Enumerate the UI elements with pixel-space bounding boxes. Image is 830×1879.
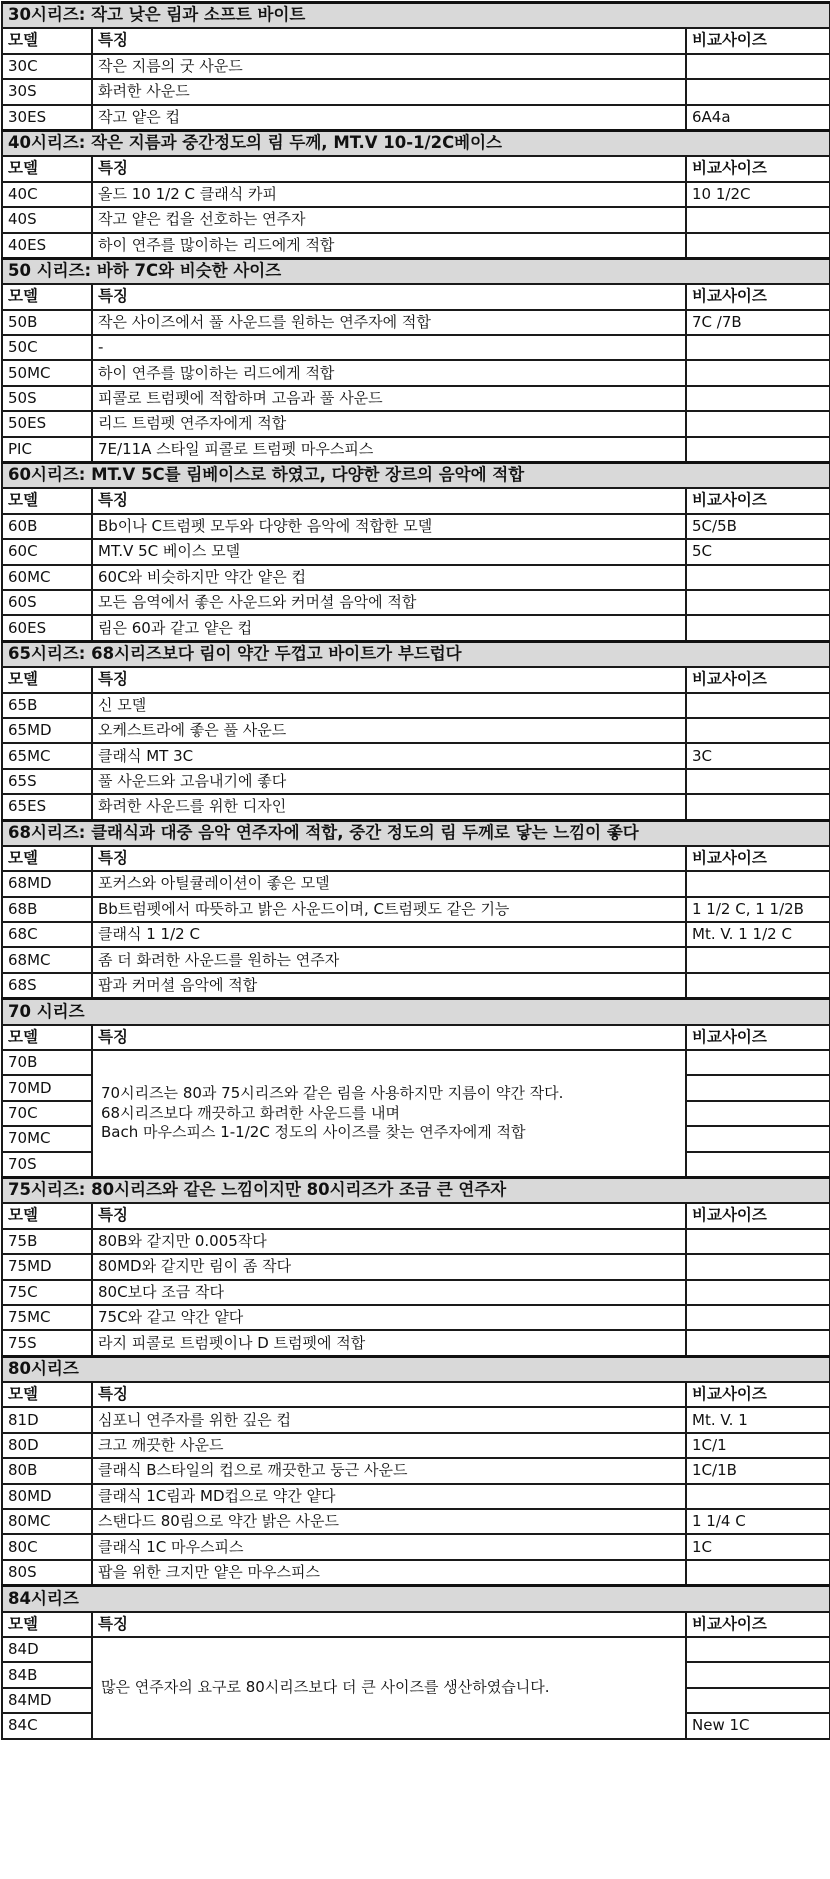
series-title: 30시리즈: 작고 낮은 림과 소프트 바이트: [2, 3, 830, 29]
model-cell: 80D: [2, 1433, 92, 1458]
model-cell: 65S: [2, 769, 92, 794]
compare-size-header: 비교사이즈: [686, 488, 830, 513]
feature-header: 특징: [92, 667, 686, 692]
feature-cell: 80C보다 조금 작다: [92, 1280, 686, 1305]
model-cell: 65MC: [2, 743, 92, 768]
compare-size-cell: [686, 233, 830, 259]
feature-cell: 화려한 사운드를 위한 디자인: [92, 794, 686, 820]
feature-cell: 풀 사운드와 고음내기에 좋다: [92, 769, 686, 794]
series-title-row: [2, 999, 830, 1025]
column-header-row: [2, 156, 830, 181]
model-cell: 80S: [2, 1560, 92, 1586]
column-header-row: [2, 284, 830, 309]
compare-size-cell: [686, 1637, 830, 1662]
compare-size-cell: 10 1/2C: [686, 182, 830, 207]
compare-size-cell: New 1C: [686, 1713, 830, 1738]
table-row: [2, 1254, 830, 1279]
feature-cell: 신 모델: [92, 693, 686, 718]
model-cell: 68B: [2, 897, 92, 922]
table-row: [2, 1433, 830, 1458]
model-cell: 30S: [2, 79, 92, 104]
feature-cell: -: [92, 335, 686, 360]
feature-header: 특징: [92, 846, 686, 871]
table-row: [2, 1050, 830, 1075]
compare-size-cell: 6A4a: [686, 105, 830, 131]
model-header: 모델: [2, 1382, 92, 1407]
series-title-row: [2, 1356, 830, 1382]
compare-size-cell: [686, 411, 830, 436]
compare-size-cell: [686, 360, 830, 385]
column-header-row: [2, 1612, 830, 1637]
compare-size-header: 비교사이즈: [686, 667, 830, 692]
compare-size-cell: Mt. V. 1 1/2 C: [686, 922, 830, 947]
feature-cell: 스탠다드 80림으로 약간 밝은 사운드: [92, 1509, 686, 1534]
feature-cell: 피콜로 트럼펫에 적합하며 고음과 풀 사운드: [92, 386, 686, 411]
table-row: [2, 615, 830, 641]
feature-cell: 심포니 연주자를 위한 깊은 컵: [92, 1407, 686, 1432]
model-header: 모델: [2, 1612, 92, 1637]
feature-header: 특징: [92, 1382, 686, 1407]
feature-cell: 하이 연주를 많이하는 리드에게 적합: [92, 233, 686, 259]
model-cell: 50C: [2, 335, 92, 360]
feature-cell: 작고 얕은 컵: [92, 105, 686, 131]
model-cell: 80MD: [2, 1484, 92, 1509]
feature-cell: 팝을 위한 크지만 얕은 마우스피스: [92, 1560, 686, 1586]
table-row: [2, 590, 830, 615]
column-header-row: [2, 1025, 830, 1050]
feature-header: 특징: [92, 1203, 686, 1228]
compare-size-header: 비교사이즈: [686, 1025, 830, 1050]
column-header-row: [2, 1382, 830, 1407]
compare-size-cell: [686, 615, 830, 641]
series-title-row: [2, 463, 830, 489]
model-cell: 40ES: [2, 233, 92, 259]
table-row: [2, 411, 830, 436]
model-cell: 65MD: [2, 718, 92, 743]
feature-cell: 작은 사이즈에서 풀 사운드를 원하는 연주자에 적합: [92, 310, 686, 335]
model-cell: 65B: [2, 693, 92, 718]
table-row: [2, 1280, 830, 1305]
model-cell: 60C: [2, 539, 92, 564]
column-header-row: [2, 28, 830, 53]
merged-feature-cell: [92, 1050, 686, 1177]
feature-cell: 작은 지름의 굿 사운드: [92, 54, 686, 79]
model-cell: 60B: [2, 514, 92, 539]
model-header: 모델: [2, 1025, 92, 1050]
table-row: [2, 514, 830, 539]
feature-line: 많은 연주자의 요구로 80시리즈보다 더 큰 사이즈를 생산하였습니다.: [101, 1678, 550, 1697]
model-header: 모델: [2, 1203, 92, 1228]
feature-cell: MT.V 5C 베이스 모델: [92, 539, 686, 564]
table-row: [2, 897, 830, 922]
model-cell: 75B: [2, 1229, 92, 1254]
compare-size-cell: [686, 973, 830, 999]
compare-size-cell: [686, 693, 830, 718]
feature-header: 특징: [92, 1025, 686, 1050]
model-cell: 84MD: [2, 1688, 92, 1713]
table-row: [2, 743, 830, 768]
table-row: [2, 1534, 830, 1559]
feature-cell: 7E/11A 스타일 피콜로 트럼펫 마우스피스: [92, 437, 686, 463]
compare-size-header: 비교사이즈: [686, 1203, 830, 1228]
column-header-row: [2, 846, 830, 871]
series-title-row: [2, 820, 830, 846]
model-cell: 80C: [2, 1534, 92, 1559]
compare-size-cell: [686, 437, 830, 463]
model-cell: 75MD: [2, 1254, 92, 1279]
table-row: [2, 1560, 830, 1586]
feature-header: 특징: [92, 284, 686, 309]
series-title: 40시리즈: 작은 지름과 중간정도의 림 두께, MT.V 10-1/2C베이스: [2, 130, 830, 156]
series-title-row: [2, 1177, 830, 1203]
column-header-row: [2, 488, 830, 513]
feature-cell: 모든 음역에서 좋은 사운드와 커머셜 음악에 적합: [92, 590, 686, 615]
series-title: 60시리즈: MT.V 5C를 림베이스로 하였고, 다양한 장르의 음악에 적합: [2, 463, 830, 489]
table-row: [2, 1407, 830, 1432]
table-row: [2, 1458, 830, 1483]
compare-size-cell: 1 1/2 C, 1 1/2B: [686, 897, 830, 922]
feature-cell: 클래식 1C림과 MD컵으로 약간 얕다: [92, 1484, 686, 1509]
feature-cell: 크고 깨끗한 사운드: [92, 1433, 686, 1458]
merged-feature-cell: [92, 1637, 686, 1739]
compare-size-cell: [686, 1280, 830, 1305]
model-cell: 30C: [2, 54, 92, 79]
table-row: [2, 1229, 830, 1254]
feature-cell: 림은 60과 같고 얕은 컵: [92, 615, 686, 641]
model-cell: 81D: [2, 1407, 92, 1432]
table-row: [2, 922, 830, 947]
compare-size-cell: [686, 718, 830, 743]
compare-size-cell: Mt. V. 1: [686, 1407, 830, 1432]
series-title-row: [2, 1586, 830, 1612]
feature-cell: 80B와 같지만 0.005작다: [92, 1229, 686, 1254]
table-row: [2, 718, 830, 743]
feature-cell: 올드 10 1/2 C 클래식 카피: [92, 182, 686, 207]
compare-size-cell: [686, 386, 830, 411]
model-cell: 75C: [2, 1280, 92, 1305]
model-cell: 75MC: [2, 1305, 92, 1330]
table-row: [2, 947, 830, 972]
model-cell: 84D: [2, 1637, 92, 1662]
series-title: 80시리즈: [2, 1356, 830, 1382]
table-row: [2, 1330, 830, 1356]
compare-size-cell: [686, 1305, 830, 1330]
table-row: [2, 565, 830, 590]
table-row: [2, 973, 830, 999]
model-cell: 68S: [2, 973, 92, 999]
model-cell: 40C: [2, 182, 92, 207]
compare-size-cell: 3C: [686, 743, 830, 768]
model-cell: 84B: [2, 1662, 92, 1687]
series-title-row: [2, 130, 830, 156]
model-cell: 70MC: [2, 1126, 92, 1151]
table-body: [2, 3, 830, 1739]
compare-size-header: 비교사이즈: [686, 846, 830, 871]
model-cell: 70S: [2, 1152, 92, 1178]
model-cell: 75S: [2, 1330, 92, 1356]
table-row: [2, 1305, 830, 1330]
feature-cell: 클래식 B스타일의 컵으로 깨끗한고 둥근 사운드: [92, 1458, 686, 1483]
model-header: 모델: [2, 156, 92, 181]
model-cell: 70C: [2, 1101, 92, 1126]
model-cell: 70MD: [2, 1075, 92, 1100]
compare-size-cell: 1C/1: [686, 1433, 830, 1458]
compare-size-cell: [686, 1330, 830, 1356]
compare-size-cell: [686, 54, 830, 79]
feature-cell: 80MD와 같지만 림이 좀 작다: [92, 1254, 686, 1279]
feature-line: 70시리즈는 80과 75시리즈와 같은 림을 사용하지만 지름이 약간 작다.: [101, 1084, 564, 1103]
feature-cell: 팝과 커머셜 음악에 적합: [92, 973, 686, 999]
model-cell: PIC: [2, 437, 92, 463]
table-row: [2, 871, 830, 896]
table-row: [2, 539, 830, 564]
table-row: [2, 386, 830, 411]
model-header: 모델: [2, 846, 92, 871]
model-cell: 60S: [2, 590, 92, 615]
compare-size-cell: 1C: [686, 1534, 830, 1559]
compare-size-cell: [686, 947, 830, 972]
model-cell: 68C: [2, 922, 92, 947]
table-row: [2, 182, 830, 207]
column-header-row: [2, 667, 830, 692]
model-cell: 65ES: [2, 794, 92, 820]
table-row: [2, 693, 830, 718]
feature-cell: 화려한 사운드: [92, 79, 686, 104]
compare-size-cell: [686, 1101, 830, 1126]
model-cell: 84C: [2, 1713, 92, 1738]
feature-cell: 작고 얕은 컵을 선호하는 연주자: [92, 207, 686, 232]
feature-cell: Bb이나 C트럼펫 모두와 다양한 음악에 적합한 모델: [92, 514, 686, 539]
compare-size-cell: [686, 1688, 830, 1713]
feature-line: 68시리즈보다 깨끗하고 화려한 사운드를 내며: [101, 1103, 400, 1122]
series-title-row: [2, 3, 830, 29]
compare-size-cell: [686, 1484, 830, 1509]
compare-size-cell: [686, 335, 830, 360]
compare-size-cell: [686, 207, 830, 232]
feature-cell: 포커스와 아틸큘레이션이 좋은 모델: [92, 871, 686, 896]
table-row: [2, 769, 830, 794]
series-title-row: [2, 258, 830, 284]
model-header: 모델: [2, 284, 92, 309]
series-title-row: [2, 641, 830, 667]
compare-size-cell: [686, 1050, 830, 1075]
compare-size-cell: [686, 1560, 830, 1586]
table-row: [2, 54, 830, 79]
feature-header: 특징: [92, 28, 686, 53]
model-header: 모델: [2, 667, 92, 692]
compare-size-cell: [686, 1662, 830, 1687]
mouthpiece-table: [1, 1, 830, 1740]
model-cell: 68MD: [2, 871, 92, 896]
column-header-row: [2, 1203, 830, 1228]
compare-size-header: 비교사이즈: [686, 284, 830, 309]
compare-size-cell: 5C/5B: [686, 514, 830, 539]
series-title: 70 시리즈: [2, 999, 830, 1025]
compare-size-cell: [686, 590, 830, 615]
series-title: 50 시리즈: 바하 7C와 비슷한 사이즈: [2, 258, 830, 284]
compare-size-cell: 7C /7B: [686, 310, 830, 335]
compare-size-cell: 1C/1B: [686, 1458, 830, 1483]
compare-size-cell: [686, 794, 830, 820]
table-row: [2, 105, 830, 131]
model-cell: 40S: [2, 207, 92, 232]
feature-header: 특징: [92, 488, 686, 513]
feature-cell: 75C와 같고 약간 얕다: [92, 1305, 686, 1330]
feature-cell: 좀 더 화려한 사운드를 원하는 연주자: [92, 947, 686, 972]
table-row: [2, 360, 830, 385]
series-title: 65시리즈: 68시리즈보다 림이 약간 두껍고 바이트가 부드럽다: [2, 641, 830, 667]
compare-size-cell: [686, 79, 830, 104]
table-row: [2, 437, 830, 463]
model-cell: 30ES: [2, 105, 92, 131]
feature-cell: 오케스트라에 좋은 풀 사운드: [92, 718, 686, 743]
model-cell: 50S: [2, 386, 92, 411]
compare-size-cell: [686, 1075, 830, 1100]
feature-cell: 클래식 1C 마우스피스: [92, 1534, 686, 1559]
table-row: [2, 233, 830, 259]
model-cell: 70B: [2, 1050, 92, 1075]
compare-size-cell: [686, 1229, 830, 1254]
model-cell: 80MC: [2, 1509, 92, 1534]
compare-size-header: 비교사이즈: [686, 1382, 830, 1407]
compare-size-cell: [686, 769, 830, 794]
model-cell: 60ES: [2, 615, 92, 641]
feature-cell: 클래식 MT 3C: [92, 743, 686, 768]
feature-header: 특징: [92, 156, 686, 181]
compare-size-cell: 1 1/4 C: [686, 1509, 830, 1534]
table-row: [2, 1637, 830, 1662]
compare-size-header: 비교사이즈: [686, 156, 830, 181]
model-cell: 68MC: [2, 947, 92, 972]
table-row: [2, 1509, 830, 1534]
series-title: 75시리즈: 80시리즈와 같은 느낌이지만 80시리즈가 조금 큰 연주자: [2, 1177, 830, 1203]
compare-size-header: 비교사이즈: [686, 28, 830, 53]
table-row: [2, 1484, 830, 1509]
model-cell: 50MC: [2, 360, 92, 385]
compare-size-cell: [686, 1152, 830, 1178]
table-row: [2, 79, 830, 104]
feature-cell: 60C와 비슷하지만 약간 얕은 컵: [92, 565, 686, 590]
model-header: 모델: [2, 488, 92, 513]
feature-cell: 클래식 1 1/2 C: [92, 922, 686, 947]
model-cell: 50B: [2, 310, 92, 335]
model-cell: 80B: [2, 1458, 92, 1483]
table-row: [2, 310, 830, 335]
compare-size-header: 비교사이즈: [686, 1612, 830, 1637]
feature-line: Bach 마우스피스 1-1/2C 정도의 사이즈를 찾는 연주자에게 적합: [101, 1123, 526, 1142]
table-row: [2, 335, 830, 360]
compare-size-cell: 5C: [686, 539, 830, 564]
compare-size-cell: [686, 1254, 830, 1279]
compare-size-cell: [686, 565, 830, 590]
model-cell: 60MC: [2, 565, 92, 590]
feature-header: 특징: [92, 1612, 686, 1637]
compare-size-cell: [686, 1126, 830, 1151]
compare-size-cell: [686, 871, 830, 896]
feature-cell: 하이 연주를 많이하는 리드에게 적합: [92, 360, 686, 385]
model-cell: 50ES: [2, 411, 92, 436]
feature-cell: 리드 트럼펫 연주자에게 적합: [92, 411, 686, 436]
feature-cell: Bb트럼펫에서 따뜻하고 밝은 사운드이며, C트럼펫도 같은 기능: [92, 897, 686, 922]
feature-cell: 라지 피콜로 트럼펫이나 D 트럼펫에 적합: [92, 1330, 686, 1356]
series-title: 68시리즈: 클래식과 대중 음악 연주자에 적합, 중간 정도의 림 두께로 닿는 느낌이 좋다: [2, 820, 830, 846]
table-row: [2, 207, 830, 232]
series-title: 84시리즈: [2, 1586, 830, 1612]
table-row: [2, 794, 830, 820]
model-header: 모델: [2, 28, 92, 53]
